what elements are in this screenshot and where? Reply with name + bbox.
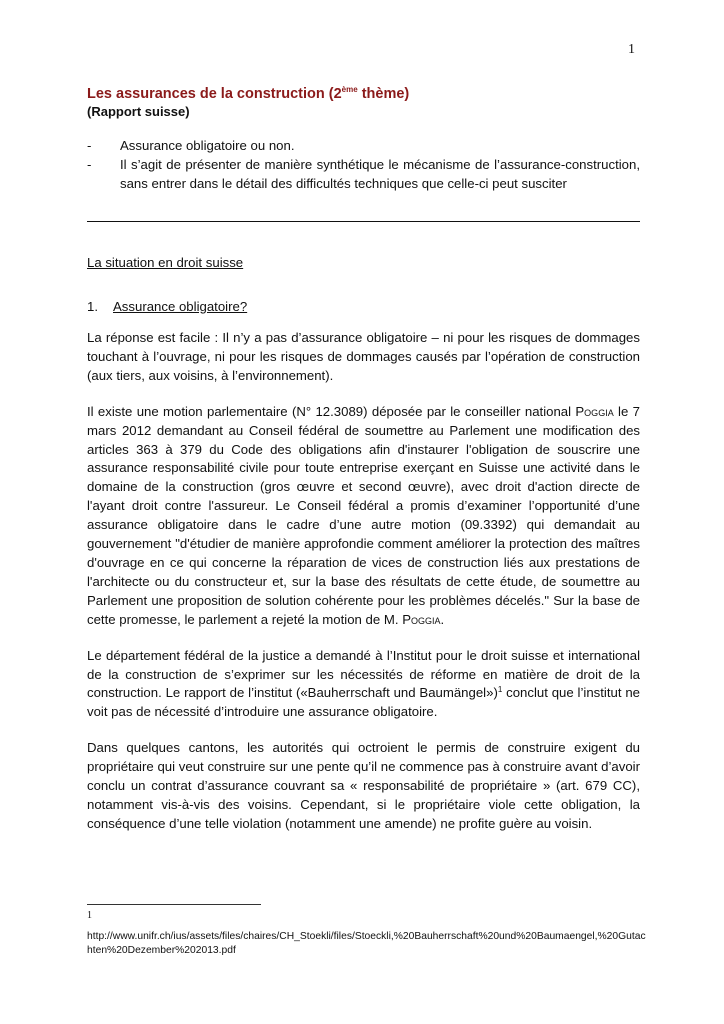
footnote-separator [87,904,261,905]
bullet-dash: - [87,157,92,172]
bullet-list [87,136,640,193]
paragraph-3 [87,647,640,723]
p2-text-a: Il existe une motion parlementaire (N° 12.3089) déposée par le conseiller national [87,403,576,419]
name-poggia-1: Poggia [575,403,614,419]
bullet-text: Il s’agit de présenter de manière synthétique le mécanisme de l’assurance-construction, sans entrer dans le détail des difficultés techniques que celle-ci peut susciter [120,157,640,191]
bullet-dash: - [87,138,92,153]
footnote-mark: 1 [87,910,92,921]
footnote-reference[interactable]: 1 [497,685,503,695]
bullet-text: Assurance obligatoire ou non. [120,138,295,153]
title-text-start: Les assurances de la construction (2 [87,86,342,102]
numbered-heading [87,299,247,314]
heading-text: Assurance obligatoire? [113,299,248,314]
title-superscript: ème [341,85,358,94]
name-poggia-2: Poggia [402,611,441,627]
heading-number: 1. [87,299,98,314]
paragraph-2 [87,403,640,630]
paragraph-1: La réponse est facile : Il n’y a pas d’assurance obligatoire – ni pour les risques de dommages touchant à l’ouvrage, ni pour les risques de dommages causés par l’opération de construction (aux tiers, aux voisins, à l’environnement). [87,330,640,383]
section-divider [87,221,640,222]
p2-text-b: le 7 mars 2012 demandant au Conseil fédéral de soumettre au Parlement une modification des articles 363 à 379 du Code des obligations afin d'instaurer l'obligation de souscrire une assurance responsabilité civile pour toute entreprise exerçant en Suisse une activité dans le domaine de la construction (gros œuvre et second œuvre), avec droit d'action directe de l'ayant droit contre l'assureur. Le Conseil fédéral a promis d’examiner l’opportunité d’une assurance obligatoire dans le cadre d’une autre motion (09.3392) qui demandait au gouvernement "d'étudier de manière approfondie comment améliorer la protection des maîtres d'ouvrage en ce qui concerne la réparation de vices de construction liés aux prestations de l'architecte ou du constructeur et, sur la base des résultats de cette étude, de soumettre au Parlement une proposition de solution cohérente pour les problèmes décelés." Sur la base de cette promesse, le parlement a rejeté la motion de M. [87,403,640,627]
title-text-end: thème) [357,86,410,102]
document-subtitle: (Rapport suisse) [87,104,190,119]
title-block [87,85,640,120]
bullet-item-1 [87,136,640,155]
bullet-item-2 [87,155,640,193]
body-text [87,329,640,851]
section-heading: La situation en droit suisse [87,255,244,270]
p3-text-b: conclut que l’institut ne voit pas de nécessité d’introduire une assurance obligatoire. [87,685,640,720]
document-title [87,85,640,103]
p2-text-c: . [440,611,445,627]
page-number: 1 [628,42,635,57]
paragraph-4: Dans quelques cantons, les autorités qui octroient le permis de construire exigent du propriétaire qui veut construire sur une pente qu’il ne commence pas à construire avant d’avoir conclu un contrat d’assurance couvrant sa « responsabilité de propriétaire » (art. 679 CC), notamment vis-à-vis des voisins. Cependant, si le propriétaire viole cette obligation, la conséquence d’une telle violation (notamment une amende) ne profite guère au voisin. [87,740,640,831]
p3-text-a: Le département fédéral de la justice a demandé à l’Institut pour le droit suisse et international de la construction de s’exprimer sur les nécessités de réforme en matière de droit de la construction. Le rapport de l’institut («Bauherrschaft und Baumängel») [87,647,640,701]
footnote-link[interactable]: http://www.unifr.ch/ius/assets/files/chaires/CH_Stoekli/files/Stoeckli,%20Bauherrschaft%20und%20Baumaengel,%20Gutachten%20Dezember%202013.pdf [87,931,646,956]
